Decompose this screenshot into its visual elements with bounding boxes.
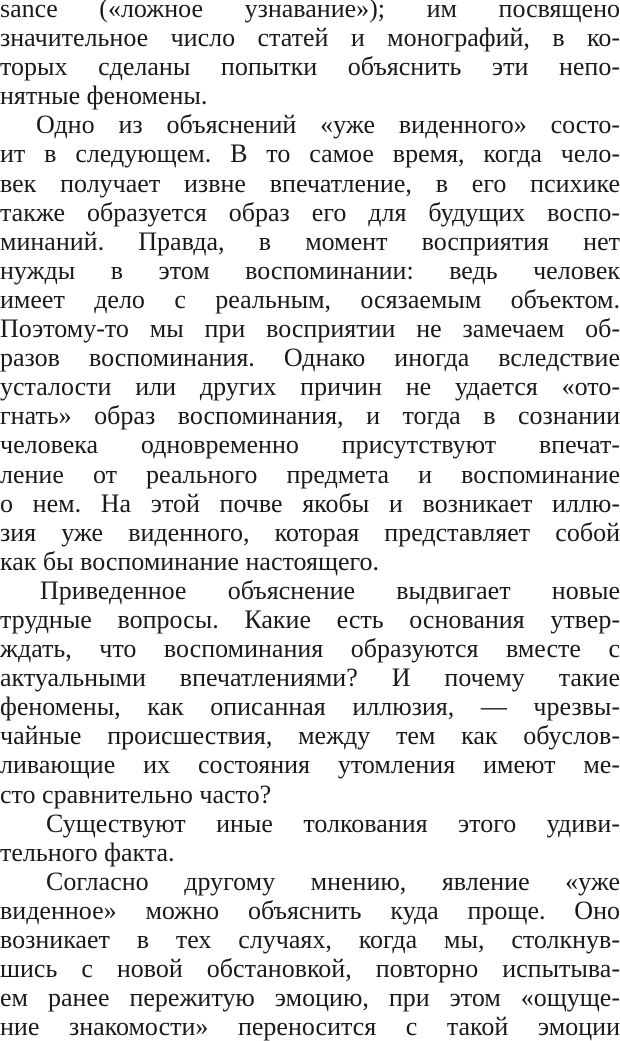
text-line: ление от реального предмета и воспоминание — [0, 459, 620, 489]
text-line: век получает извне впечатление, в его психике — [0, 168, 620, 198]
text-line: феномены, как описанная иллюзия, — чрезвы- — [0, 692, 620, 722]
text-line: Приведенное объяснение выдвигает новые — [40, 575, 620, 605]
text-line: Одно из объяснений «уже виденного» состо- — [36, 110, 620, 140]
text-line: ждать, что воспоминания образуются вместе с — [0, 634, 620, 664]
text-line: усталости или других причин не удается «ото- — [0, 372, 620, 402]
text-line: ем ранее пережитую эмоцию, при этом «ощуще- — [0, 983, 620, 1013]
text-line: трудные вопросы. Какие есть основания утвер- — [0, 604, 620, 634]
text-line: как бы воспоминание настоящего. — [0, 546, 380, 576]
paragraph-1 — [0, 0, 620, 110]
text-line: Поэтому-то мы при восприятии не замечаем об- — [0, 314, 620, 344]
text-line: о нем. На этой почве якобы и возникает иллю- — [0, 488, 620, 518]
text-line: торых сделаны попытки объяснить эти непо- — [0, 52, 620, 82]
text-line: ит в следующем. В то самое время, когда чело- — [0, 139, 620, 169]
text-line: Существуют иные толкования этого удиви- — [46, 808, 620, 838]
text-line: минаний. Правда, в момент восприятия нет — [0, 226, 620, 256]
text-line: сто сравнительно часто? — [0, 779, 272, 809]
text-line: человека одновременно присутствуют впечат- — [0, 430, 620, 460]
text-line: возникает в тех случаях, когда мы, столкнув- — [0, 925, 620, 954]
paragraph-4 — [0, 809, 620, 867]
text-line: шись с новой обстановкой, повторно испытыва- — [0, 954, 620, 984]
text-line: гнать» образ воспоминания, и тогда в сознании — [0, 401, 620, 431]
text-line: также образуется образ его для будущих воспо- — [0, 197, 620, 227]
text-line: нятные феномены. — [0, 81, 208, 111]
text-line: значительное число статей и монографий, в ко- — [0, 23, 620, 53]
text-line: нужды в этом воспоминании: ведь человек — [0, 255, 620, 285]
text-line: ние знакомости» переносится с такой эмоции — [0, 1012, 620, 1041]
paragraph-5 — [0, 867, 620, 1041]
paragraph-2 — [0, 110, 620, 576]
text-line: sance («ложное узнавание»); им посвящено — [0, 0, 620, 23]
paragraph-3 — [0, 576, 620, 809]
text-line: виденное» можно объяснить куда проще. Оно — [0, 895, 620, 925]
text-line: разов воспоминания. Однако иногда вследствие — [0, 343, 620, 373]
text-line: имеет дело с реальным, осязаемым объектом. — [0, 284, 620, 314]
text-line: актуальными впечатлениями? И почему такие — [0, 663, 620, 693]
text-line: зия уже виденного, которая представляет собой — [0, 517, 620, 547]
text-line: тельного факта. — [0, 837, 175, 867]
text-line: чайные происшествия, между тем как обуслов- — [0, 721, 620, 751]
text-line: ливающие их состояния утомления имеют ме- — [0, 750, 620, 780]
text-line: Согласно другому мнению, явление «уже — [46, 866, 620, 896]
